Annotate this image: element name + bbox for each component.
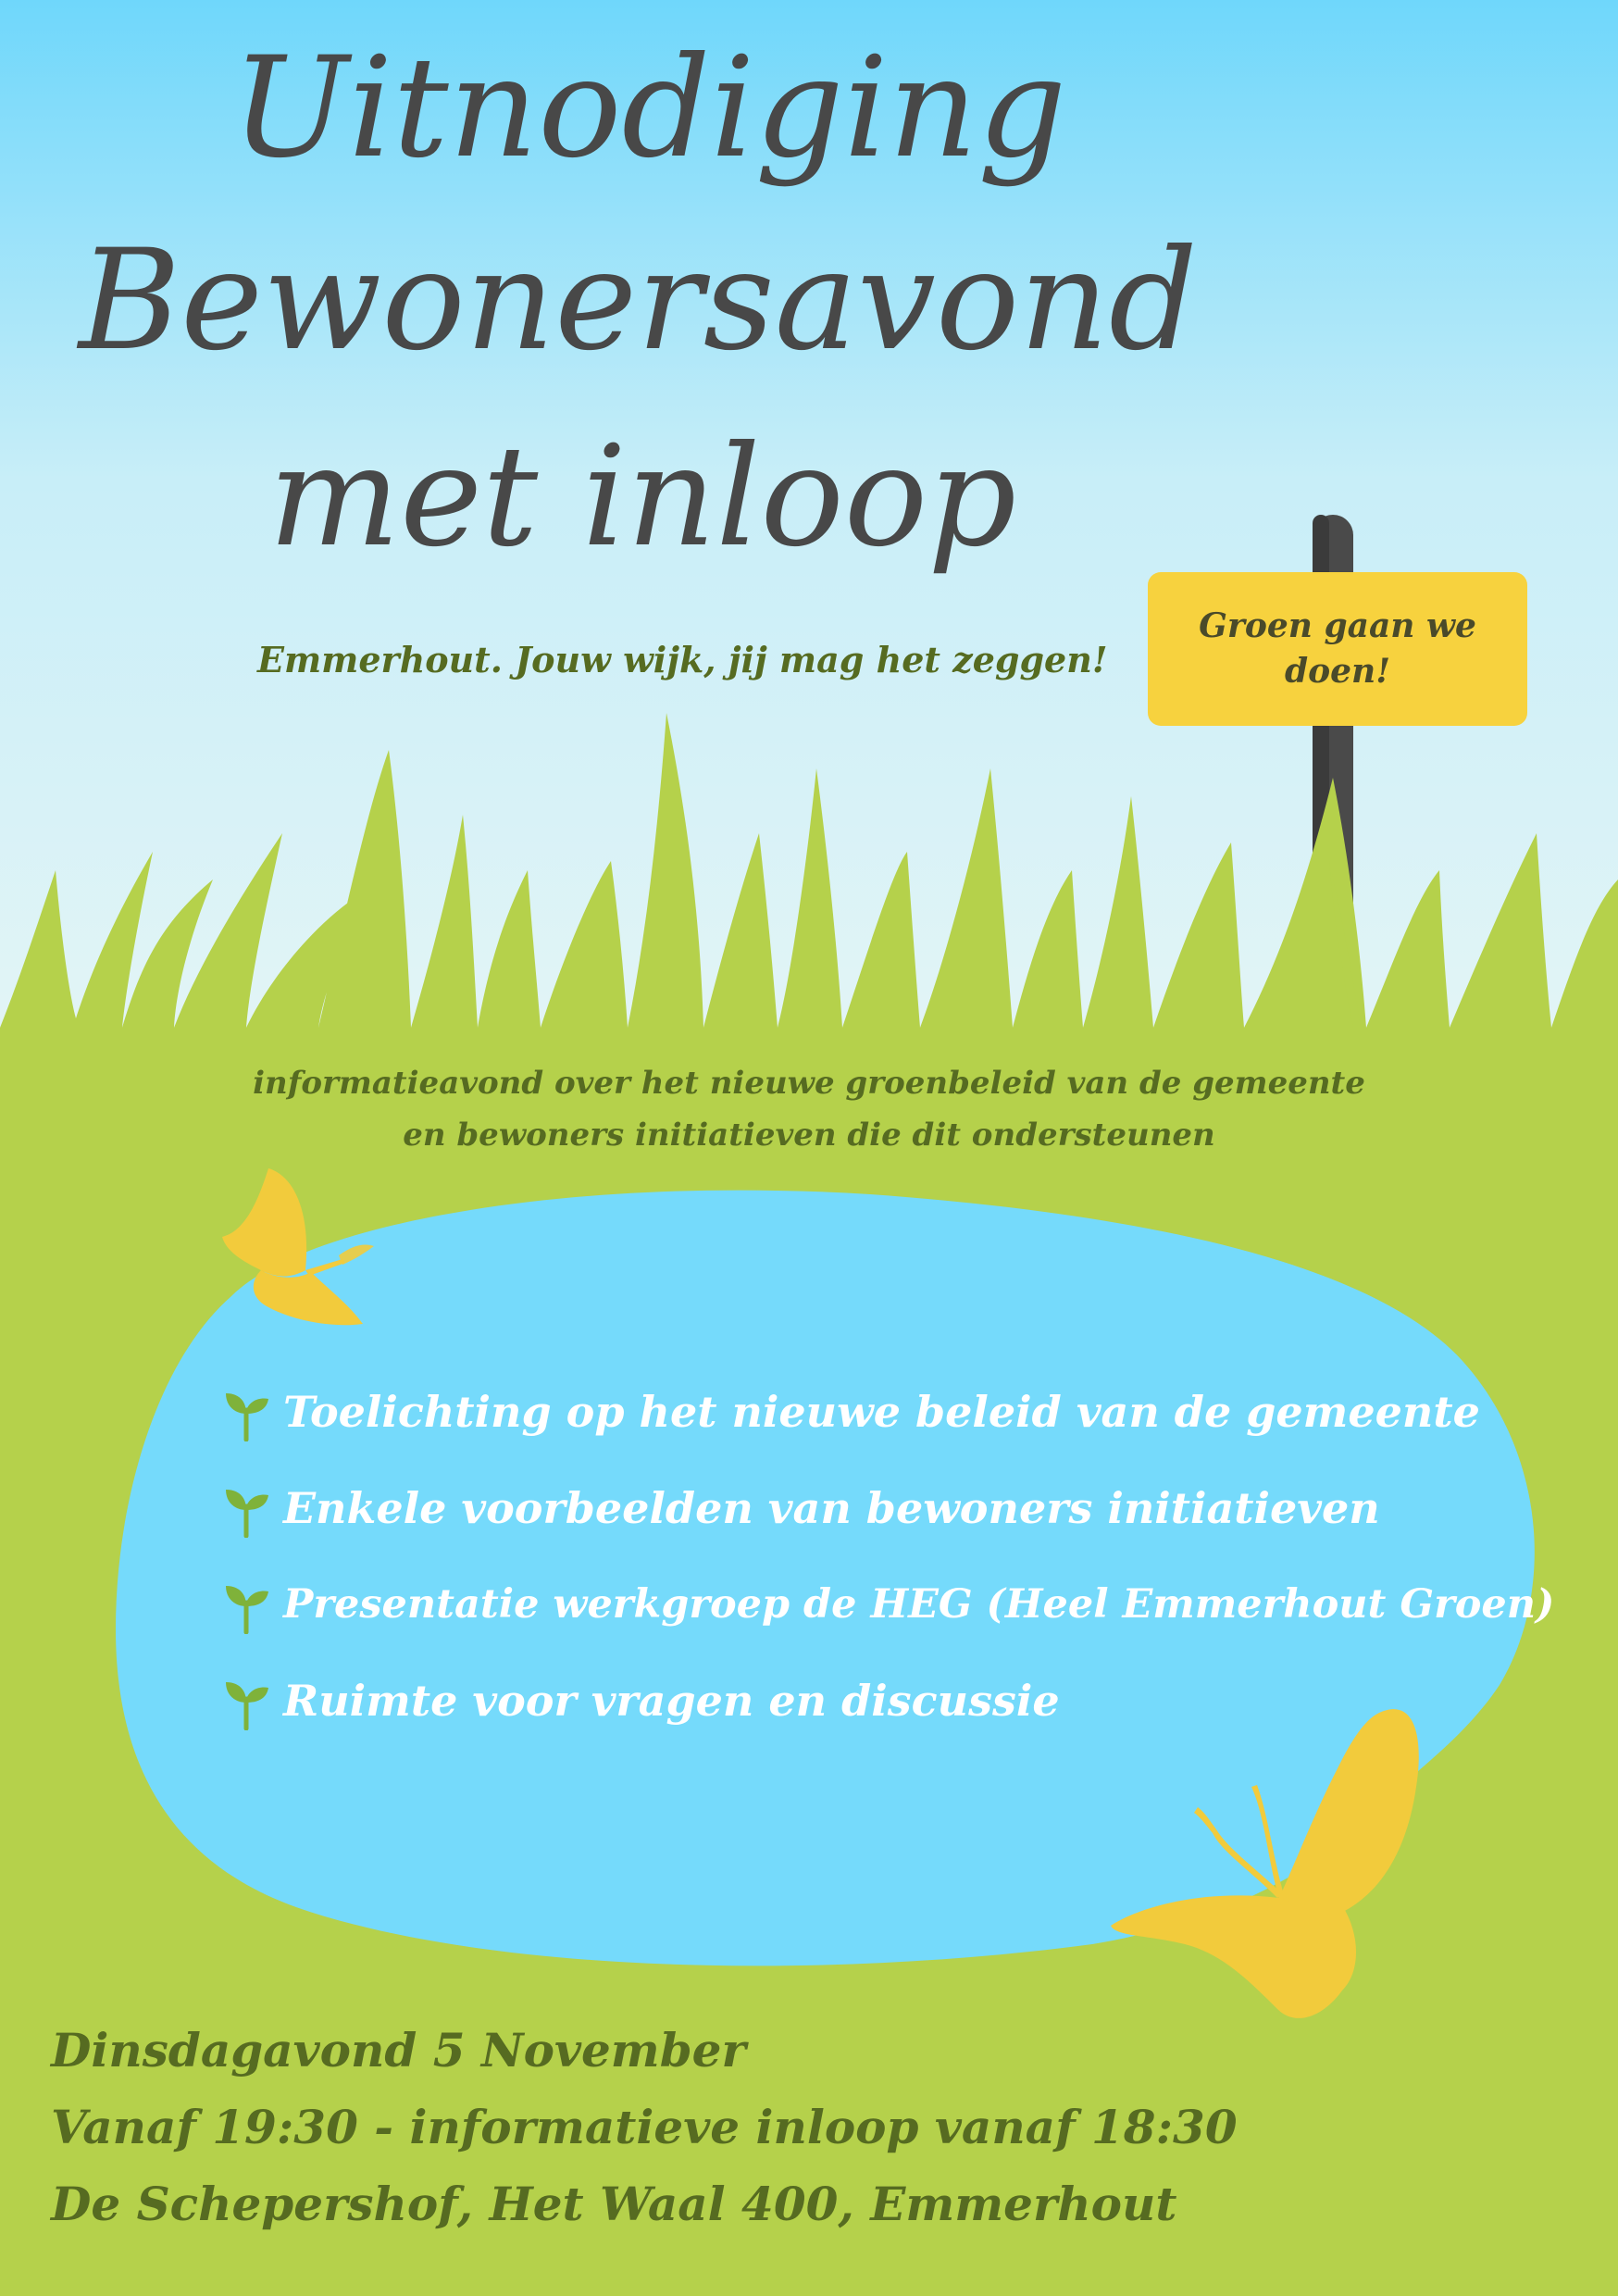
- agenda-item: [222, 1572, 1554, 1637]
- agenda-item: [222, 1668, 1060, 1733]
- title-line-3: met inloop: [268, 417, 1017, 578]
- tagline: Emmerhout. Jouw wijk, jij mag het zeggen!: [257, 639, 1108, 680]
- event-time: Vanaf 19:30 - informatieve inloop vanaf 18:30: [51, 2100, 1238, 2154]
- title-line-1: Uitnodiging: [231, 28, 1067, 189]
- agenda-item-text: Toelichting op het nieuwe beleid van de gemeente: [283, 1387, 1480, 1437]
- agenda-item-text: Enkele voorbeelden van bewoners initiatieven: [283, 1483, 1380, 1533]
- agenda-item-text: Ruimte voor vragen en discussie: [283, 1676, 1060, 1726]
- agenda-item: [222, 1476, 1380, 1541]
- intro-line-2: en bewoners initiatieven die dit ondersteunen: [403, 1117, 1215, 1154]
- sign-text: Groen gaan we doen!: [1199, 606, 1476, 691]
- sprout-icon: [222, 1382, 270, 1441]
- intro-line-1: informatieavond over het nieuwe groenbeleid van de gemeente: [253, 1065, 1365, 1102]
- title-line-2: Bewonersavond: [79, 220, 1198, 381]
- sprout-icon: [222, 1671, 270, 1730]
- event-location: De Schepershof, Het Waal 400, Emmerhout: [51, 2177, 1177, 2231]
- sprout-icon: [222, 1479, 270, 1538]
- sprout-icon: [222, 1575, 270, 1634]
- agenda-item-text: Presentatie werkgroep de HEG (Heel Emmerhout Groen): [283, 1581, 1555, 1628]
- agenda-item: [222, 1379, 1480, 1444]
- event-date: Dinsdagavond 5 November: [51, 2023, 746, 2078]
